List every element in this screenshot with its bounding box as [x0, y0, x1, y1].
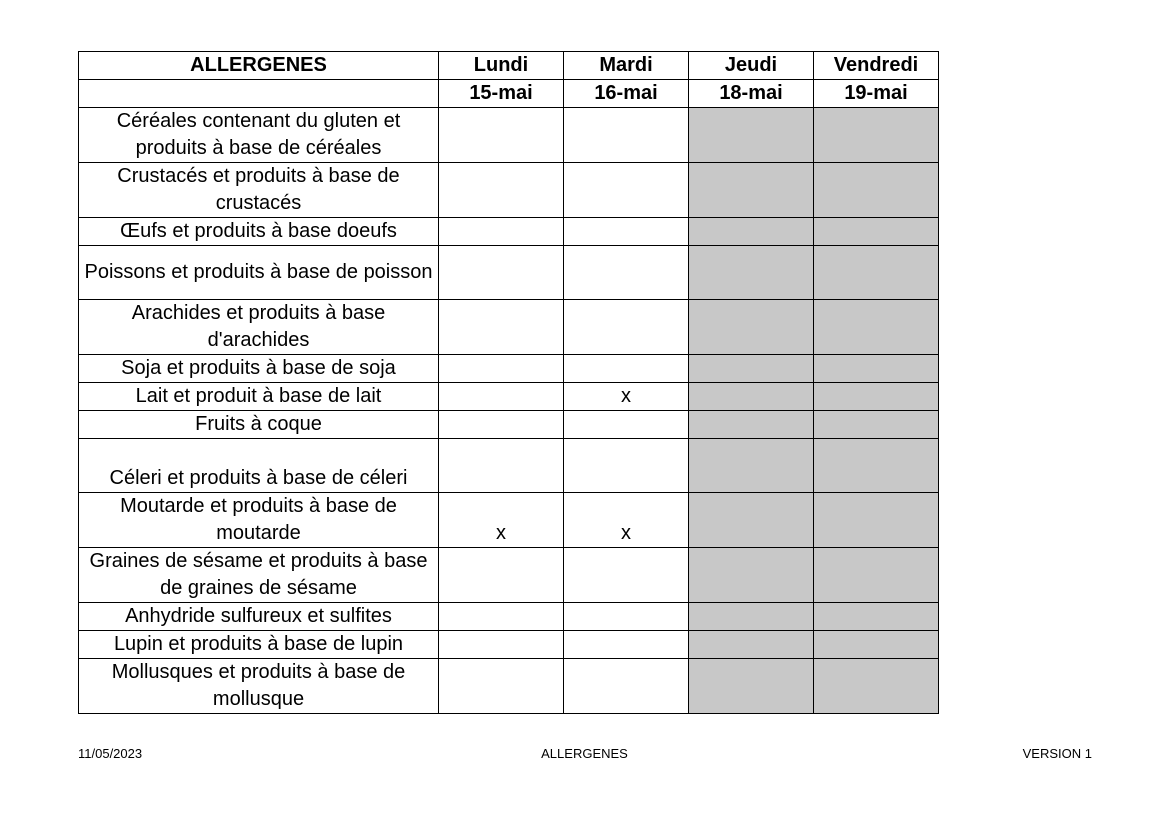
- mark-cell: [439, 631, 564, 659]
- mark-cell: [689, 411, 814, 439]
- mark-cell: [814, 439, 939, 493]
- mark-cell: [689, 246, 814, 300]
- mark-cell: [689, 659, 814, 714]
- table-row: [79, 659, 939, 714]
- mark-cell: [689, 603, 814, 631]
- mark-cell: [814, 411, 939, 439]
- mark-cell: [439, 383, 564, 411]
- header-row-days: [79, 52, 939, 80]
- day-name-lundi: Lundi: [439, 52, 564, 80]
- mark-cell: x: [564, 383, 689, 411]
- table-row: [79, 493, 939, 548]
- mark-cell: [689, 493, 814, 548]
- table-row: [79, 383, 939, 411]
- mark-cell: [564, 631, 689, 659]
- table-row: [79, 548, 939, 603]
- mark-cell: [814, 300, 939, 355]
- mark-cell: [814, 246, 939, 300]
- mark-cell: [564, 218, 689, 246]
- allergen-name: Fruits à coque: [79, 411, 439, 439]
- day-name-mardi: Mardi: [564, 52, 689, 80]
- mark-cell: [564, 603, 689, 631]
- allergen-name: Arachides et produits à base d'arachides: [79, 300, 439, 355]
- mark-cell: x: [439, 493, 564, 548]
- mark-cell: [439, 218, 564, 246]
- mark-cell: [439, 659, 564, 714]
- mark-cell: [689, 218, 814, 246]
- allergen-name: Lupin et produits à base de lupin: [79, 631, 439, 659]
- footer-version: VERSION 1: [1022, 746, 1092, 761]
- day-date-vendredi: 19-mai: [814, 80, 939, 108]
- mark-cell: [689, 355, 814, 383]
- allergen-name: Crustacés et produits à base de crustacés: [79, 163, 439, 218]
- mark-cell: [564, 439, 689, 493]
- day-name-vendredi: Vendredi: [814, 52, 939, 80]
- day-date-mardi: 16-mai: [564, 80, 689, 108]
- footer-title: ALLERGENES: [541, 746, 628, 761]
- table-row: [79, 411, 939, 439]
- mark-cell: [689, 163, 814, 218]
- mark-cell: [689, 548, 814, 603]
- table-row: [79, 163, 939, 218]
- mark-cell: [439, 548, 564, 603]
- table-row: [79, 108, 939, 163]
- mark-cell: [439, 439, 564, 493]
- allergen-name: Moutarde et produits à base de moutarde: [79, 493, 439, 548]
- table-row: [79, 355, 939, 383]
- mark-cell: [689, 631, 814, 659]
- mark-cell: [439, 108, 564, 163]
- mark-cell: [564, 659, 689, 714]
- allergen-name: Céleri et produits à base de céleri: [79, 439, 439, 493]
- mark-cell: [439, 603, 564, 631]
- mark-cell: [439, 163, 564, 218]
- mark-cell: [564, 163, 689, 218]
- allergen-name: Mollusques et produits à base de mollusque: [79, 659, 439, 714]
- table-row: [79, 300, 939, 355]
- day-date-jeudi: 18-mai: [689, 80, 814, 108]
- mark-cell: [564, 108, 689, 163]
- mark-cell: [814, 493, 939, 548]
- mark-cell: [814, 603, 939, 631]
- mark-cell: [814, 218, 939, 246]
- day-date-lundi: 15-mai: [439, 80, 564, 108]
- mark-cell: x: [564, 493, 689, 548]
- table-row: [79, 439, 939, 493]
- day-name-jeudi: Jeudi: [689, 52, 814, 80]
- mark-cell: [814, 163, 939, 218]
- mark-cell: [814, 355, 939, 383]
- allergen-name: Céréales contenant du gluten et produits à base de céréales: [79, 108, 439, 163]
- allergen-name: Lait et produit à base de lait: [79, 383, 439, 411]
- allergen-name: Graines de sésame et produits à base de graines de sésame: [79, 548, 439, 603]
- allergen-name: Anhydride sulfureux et sulfites: [79, 603, 439, 631]
- mark-cell: [689, 108, 814, 163]
- table-row: [79, 246, 939, 300]
- mark-cell: [689, 300, 814, 355]
- mark-cell: [814, 383, 939, 411]
- allergen-table: [78, 51, 939, 714]
- mark-cell: [439, 246, 564, 300]
- mark-cell: [564, 300, 689, 355]
- header-blank-cell: [79, 80, 439, 108]
- mark-cell: [814, 659, 939, 714]
- mark-cell: [564, 411, 689, 439]
- mark-cell: [439, 355, 564, 383]
- header-title: ALLERGENES: [79, 52, 439, 80]
- mark-cell: [439, 411, 564, 439]
- mark-cell: [564, 246, 689, 300]
- mark-cell: [814, 548, 939, 603]
- table-row: [79, 631, 939, 659]
- allergen-name: Soja et produits à base de soja: [79, 355, 439, 383]
- footer-date: 11/05/2023: [78, 746, 143, 761]
- table-row: [79, 218, 939, 246]
- allergen-name: Poissons et produits à base de poisson: [79, 246, 439, 300]
- table-row: [79, 603, 939, 631]
- mark-cell: [814, 108, 939, 163]
- mark-cell: [689, 383, 814, 411]
- mark-cell: [564, 355, 689, 383]
- mark-cell: [439, 300, 564, 355]
- header-row-dates: [79, 80, 939, 108]
- mark-cell: [689, 439, 814, 493]
- mark-cell: [814, 631, 939, 659]
- mark-cell: [564, 548, 689, 603]
- allergen-name: Œufs et produits à base doeufs: [79, 218, 439, 246]
